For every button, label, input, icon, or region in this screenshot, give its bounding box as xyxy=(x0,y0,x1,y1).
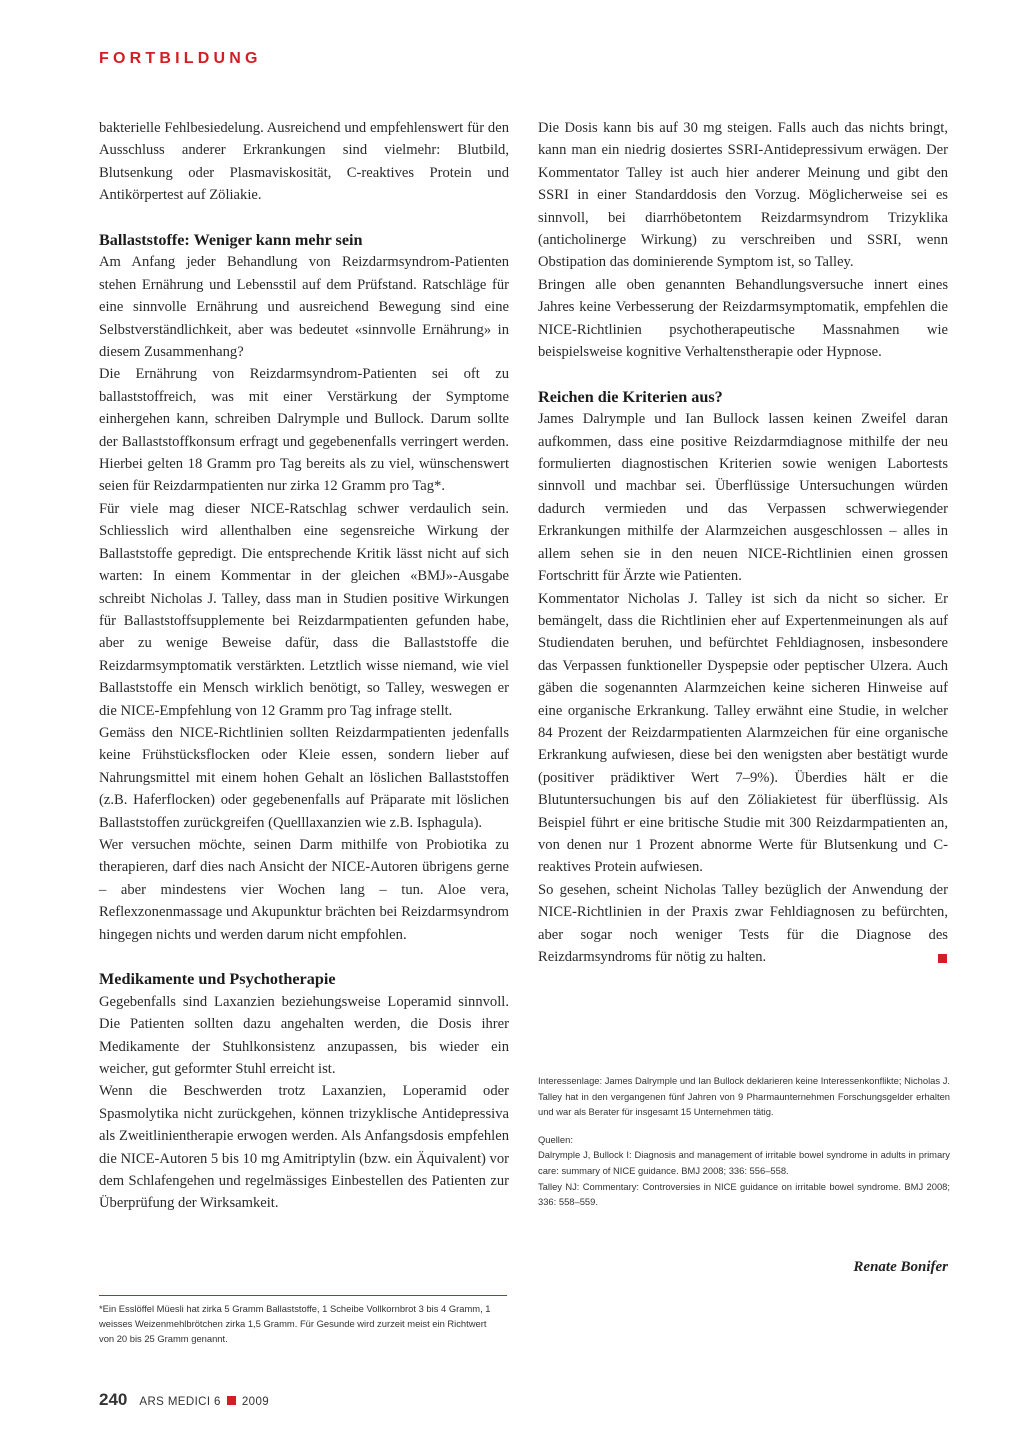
body-paragraph: Kommentator Nicholas J. Talley ist sich da nicht so sicher. Er bemängelt, dass die Richtlinien eher auf Expertenmeinungen als auf Studiendaten beruhen, und befürchtet Fehldiagnosen, insbesondere das Verpassen funktioneller Dyspepsie oder peptischer Ulzera. Auch gäben die sogenannten Alarmzeichen keine sicheren Hinweise auf eine organische Erkrankung. Talley erwähnt eine Studie, in welcher 84 Prozent der Reizdarmpatienten Alarmzeichen für eine organische Erkrankung aufwiesen, diese bei den wenigsten aber bestätigt wurde (positiver prädiktiver Wert 7–9%). Überdies hält er die Blutuntersuchungen bis auf den Zöliakietest für überflüssig. Als Beispiel führt er eine britische Studie mit 300 Reizdarmpatienten an, von denen nur 1 Prozent abnorme Werte für Blutsenkung und C-reaktives Protein aufwiesen. xyxy=(538,590,948,876)
paragraph-text: So gesehen, scheint Nicholas Talley bezüglich der Anwendung der NICE-Richtlinien in der Praxis zwar Fehldiagnosen zu befürchten, aber sogar noch weniger Tests für die Diagnose des Reizdarmsyndroms für nötig zu halten. xyxy=(538,881,948,966)
sources-heading: Quellen: xyxy=(538,1133,573,1145)
body-paragraph: Wer versuchen möchte, seinen Darm mithilfe von Probiotika zu therapieren, darf dies nach Ansicht der NICE-Autoren übrigens gerne – aber mindestens vier Wochen lang – tun. Aloe vera, Reflexzonenmassage und Akupunktur brächten bei Reizdarmsyndrom hingegen nichts und werden darum nicht empfohlen. xyxy=(99,836,509,943)
page-footer xyxy=(99,1390,269,1410)
body-paragraph: Wenn die Beschwerden trotz Laxanzien, Loperamid oder Spasmolytika nicht zurückgehen, können trizyklische Antidepressiva als Zweitlinientherapie erwogen werden. Als Anfangsdosis empfehlen die NICE-Autoren 5 bis 10 mg Amitriptylin (bzw. ein Äquivalent) vor dem Schlafengehen und regelmässiges Einbestellen des Patienten zur Überprüfung der Wirksamkeit. xyxy=(99,1083,509,1212)
body-paragraph: Gemäss den NICE-Richtlinien sollten Reizdarmpatienten jedenfalls keine Frühstücksflocken oder Kleie essen, sondern lieber auf Nahrungsmittel mit einem hohen Gehalt an löslichen Ballaststoffen (z.B. Haferflocken) oder gegebenenfalls auf Präparate mit löslichen Ballaststoffen zurückgreifen (Quelllaxanzien wie z.B. Isphagula). xyxy=(99,724,509,831)
author-name: Renate Bonifer xyxy=(853,1259,948,1275)
journal-name: ARS MEDICI 6 xyxy=(139,1396,221,1408)
footnote: *Ein Esslöffel Müesli hat zirka 5 Gramm Ballaststoffe, 1 Scheibe Vollkornbrot 3 bis 4 Gramm, 1 weisses Weizenmehlbrötchen zirka 1,5 Gramm. Für Gesunde wird zurzeit meist ein Richtwert von 20 bis 25 Gramm genannt. xyxy=(99,1303,491,1344)
page-number: 240 xyxy=(99,1390,128,1409)
source-item: Dalrymple J, Bullock I: Diagnosis and management of irritable bowel syndrome in adults in primary care: summary of NICE guidance. BMJ 2008; 336: 556–558. xyxy=(538,1149,950,1176)
right-column xyxy=(538,117,948,968)
paragraph-gap xyxy=(99,207,509,229)
footnote-divider xyxy=(99,1295,507,1296)
body-paragraph: Bringen alle oben genannten Behandlungsversuche innert eines Jahres keine Verbesserung der Reizdarmsymptomatik, empfehlen die NICE-Richtlinien psychotherapeutische Massnahmen wie beispielsweise kognitive Verhaltenstherapie oder Hypnose. xyxy=(538,276,948,361)
paragraph-gap xyxy=(538,363,948,385)
issue-year: 2009 xyxy=(241,1396,270,1408)
end-mark-icon xyxy=(938,954,947,963)
body-paragraph: Am Anfang jeder Behandlung von Reizdarmsyndrom-Patienten stehen Ernährung und Lebensstil auf dem Prüfstand. Ratschläge für eine sinnvolle Ernährung und ausreichend Bewegung sind eine Selbstverständlichkeit, aber was bedeutet «sinnvolle Ernährung» in diesem Zusammenhang? xyxy=(99,254,509,361)
section-heading: Medikamente und Psychotherapie xyxy=(99,970,336,989)
source-item: Talley NJ: Commentary: Controversies in NICE guidance on irritable bowel syndrome. BMJ 2008; 336: 558–559. xyxy=(538,1180,950,1208)
body-paragraph: James Dalrymple und Ian Bullock lassen keinen Zweifel daran aufkommen, dass eine positive Reizdarmdiagnose mithilfe der neu formulierten diagnostischen Kriterien sowie wenigen Labortests sinnvoll und machbar sei. Überflüssige Untersuchungen würden dadurch vermieden und das Verpassen schwerwiegender Erkrankungen mithilfe der Alarmzeichen ausgeschlossen – alles in allem sehen sie in den neuen NICE-Richtlinien einen grossen Fortschritt für Ärzte wie Patienten. xyxy=(538,411,948,585)
body-paragraph: bakterielle Fehlbesiedelung. Ausreichend und empfehlenswert für den Ausschluss anderer Erkrankungen sind vielmehr: Blutbild, Blutsenkung oder Plasmaviskosität, C-reaktives Protein und Antikörpertest auf Zöliakie. xyxy=(99,120,509,204)
paragraph-gap xyxy=(99,946,509,968)
body-paragraph: Die Ernährung von Reizdarmsyndrom-Patienten sei oft zu ballaststoffreich, was mit einer Verstärkung der Symptome einhergehen kann, schreiben Dalrymple und Bullock. Darum sollte der Ballaststoffkonsum erfragt und gegebenenfalls verringert werden. Hierbei gelten 18 Gramm pro Tag bereits als zu viel, wünschenswert seien für Reizdarmpatienten nur zirka 12 Gramm pro Tag*. xyxy=(99,366,509,495)
section-tag: FORTBILDUNG xyxy=(99,50,262,67)
section-heading: Reichen die Kriterien aus? xyxy=(538,387,723,406)
body-paragraph xyxy=(538,879,948,969)
section-heading: Ballaststoffe: Weniger kann mehr sein xyxy=(99,231,363,250)
body-paragraph: Die Dosis kann bis auf 30 mg steigen. Falls auch das nichts bringt, kann man ein niedrig dosiertes SSRI-Antidepressivum erwägen. Der Kommentator Talley ist auch hier anderer Meinung und gibt den SSRI in einer Standarddosis den Vorzug. Möglicherweise sei es sinnvoll, bei diarrhöbetontem Reizdarmsyndrom Trizyklika (anticholinerge Wirkung) zu verschreiben und SSRI, wenn Obstipation das dominierende Symptom ist, so Talley. xyxy=(538,120,948,271)
body-paragraph: Gegebenfalls sind Laxanzien beziehungsweise Loperamid sinnvoll. Die Patienten sollten dazu angehalten werden, die Dosis ihrer Medikamente der Stuhlkonsistenz anzupassen, bis wieder ein weicher, gut geformter Stuhl erreicht ist. xyxy=(99,993,509,1078)
left-column xyxy=(99,117,509,1215)
interest-statement: Interessenlage: James Dalrymple und Ian Bullock deklarieren keine Interessenkonflikte; Nicholas J. Talley hat in den vergangenen fünf Jahren von 9 Pharmaunternehmen Forschungsgelder erhalten und war als Berater für insgesamt 15 Unternehmen tätig. xyxy=(538,1075,950,1118)
separator-square-icon xyxy=(227,1396,236,1405)
body-paragraph: Für viele mag dieser NICE-Ratschlag schwer verdaulich sein. Schliesslich wird allenthalben eine segensreiche Wirkung der Ballaststoffe gepredigt. Die entsprechende Kritik lässt nicht auf sich warten: In einem Kommentar in der gleichen «BMJ»-Ausgabe schreibt Nicholas J. Talley, dass man in Studien positive Wirkungen für Ballaststoffsupplemente bei Reizdarmpatienten gefunden habe, aber zu wenige Beweise dafür, dass die Ballaststoffe die Reizdarmsymptomatik verstärkten. Letztlich wisse niemand, wie viel Ballaststoffe ein Mensch wirklich benötigt, so Talley, weswegen er die NICE-Empfehlung von 12 Gramm pro Tag infrage stellt. xyxy=(99,500,509,719)
notes xyxy=(538,1073,950,1210)
